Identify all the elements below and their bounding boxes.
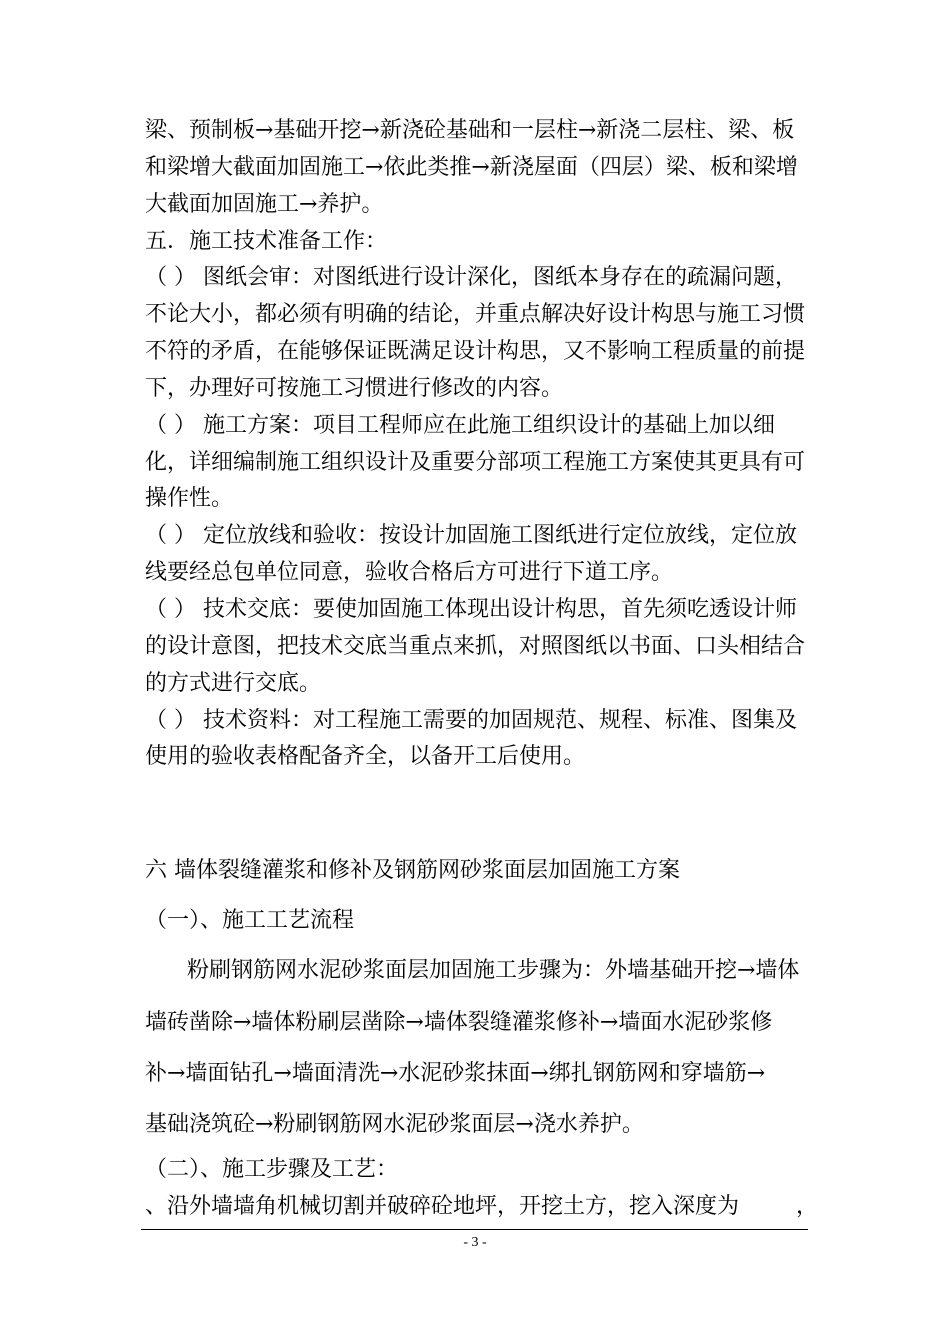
- text-line: 大截面加固施工→养护。: [145, 192, 384, 217]
- text-line: 使用的验收表格配备齐全，以备开工后使用。: [145, 744, 586, 769]
- text-line: 补→墙面钻孔→墙面清洗→水泥砂浆抹面→绑扎钢筋网和穿墙筋→: [145, 1061, 766, 1086]
- text-line: 基础浇筑砼→粉刷钢筋网水泥砂浆面层→浇水养护。: [145, 1112, 644, 1137]
- text-line-end: ，: [796, 1194, 819, 1219]
- footer-divider: [141, 1229, 808, 1230]
- text-line: （ ） 施工方案：项目工程师应在此施工组织设计的基础上加以细: [145, 413, 775, 438]
- text-line: 、沿外墙墙角机械切割并破碎砼地坪，开挖土方，挖入深度为: [145, 1194, 740, 1219]
- section6-subheading-steps: （二）、施工步骤及工艺：: [145, 1157, 399, 1182]
- text-line: 墙砖凿除→墙体粉刷层凿除→墙体裂缝灌浆修补→墙面水泥砂浆修: [145, 1010, 773, 1035]
- section6-heading: 六 墙体裂缝灌浆和修补及钢筋网砂浆面层加固施工方案: [145, 858, 680, 883]
- section6-subheading-process: （一）、施工工艺流程: [145, 908, 355, 933]
- text-line: 的方式进行交底。: [145, 671, 322, 696]
- text-line: 化，详细编制施工组织设计及重要分部项工程施工方案使其更具有可: [145, 450, 806, 475]
- text-line: 线要经总包单位同意，验收合格后方可进行下道工序。: [145, 560, 674, 585]
- section5-heading: 五．施工技术准备工作：: [145, 229, 388, 254]
- page-number: - 3 -: [463, 1235, 487, 1250]
- text-line: （ ） 定位放线和验收：按设计加固施工图纸进行定位放线，定位放: [145, 523, 797, 548]
- text-line: 不符的矛盾，在能够保证既满足设计构思，又不影响工程质量的前提: [145, 339, 806, 364]
- text-line: （ ） 技术资料：对工程施工需要的加固规范、规程、标准、图集及: [145, 708, 797, 733]
- text-line: （ ） 技术交底：要使加固施工体现出设计构思，首先须吃透设计师: [145, 597, 797, 622]
- text-line: 粉刷钢筋网水泥砂浆面层加固施工步骤为：外墙基础开挖→墙体: [187, 958, 800, 983]
- text-line: 和梁增大截面加固施工→依此类推→新浇屋面（四层）梁、板和梁增: [145, 155, 798, 180]
- text-line: （ ） 图纸会审：对图纸进行设计深化，图纸本身存在的疏漏问题，: [145, 265, 797, 290]
- text-line: 操作性。: [145, 486, 234, 511]
- text-line: 的设计意图，把技术交底当重点来抓，对照图纸以书面、口头相结合: [145, 634, 806, 659]
- text-line: 不论大小，都必须有明确的结论，并重点解决好设计构思与施工习惯: [145, 302, 806, 327]
- text-line: 梁、预制板→基础开挖→新浇砼基础和一层柱→新浇二层柱、梁、板: [145, 118, 795, 143]
- text-line: 下，办理好可按施工习惯进行修改的内容。: [145, 376, 564, 401]
